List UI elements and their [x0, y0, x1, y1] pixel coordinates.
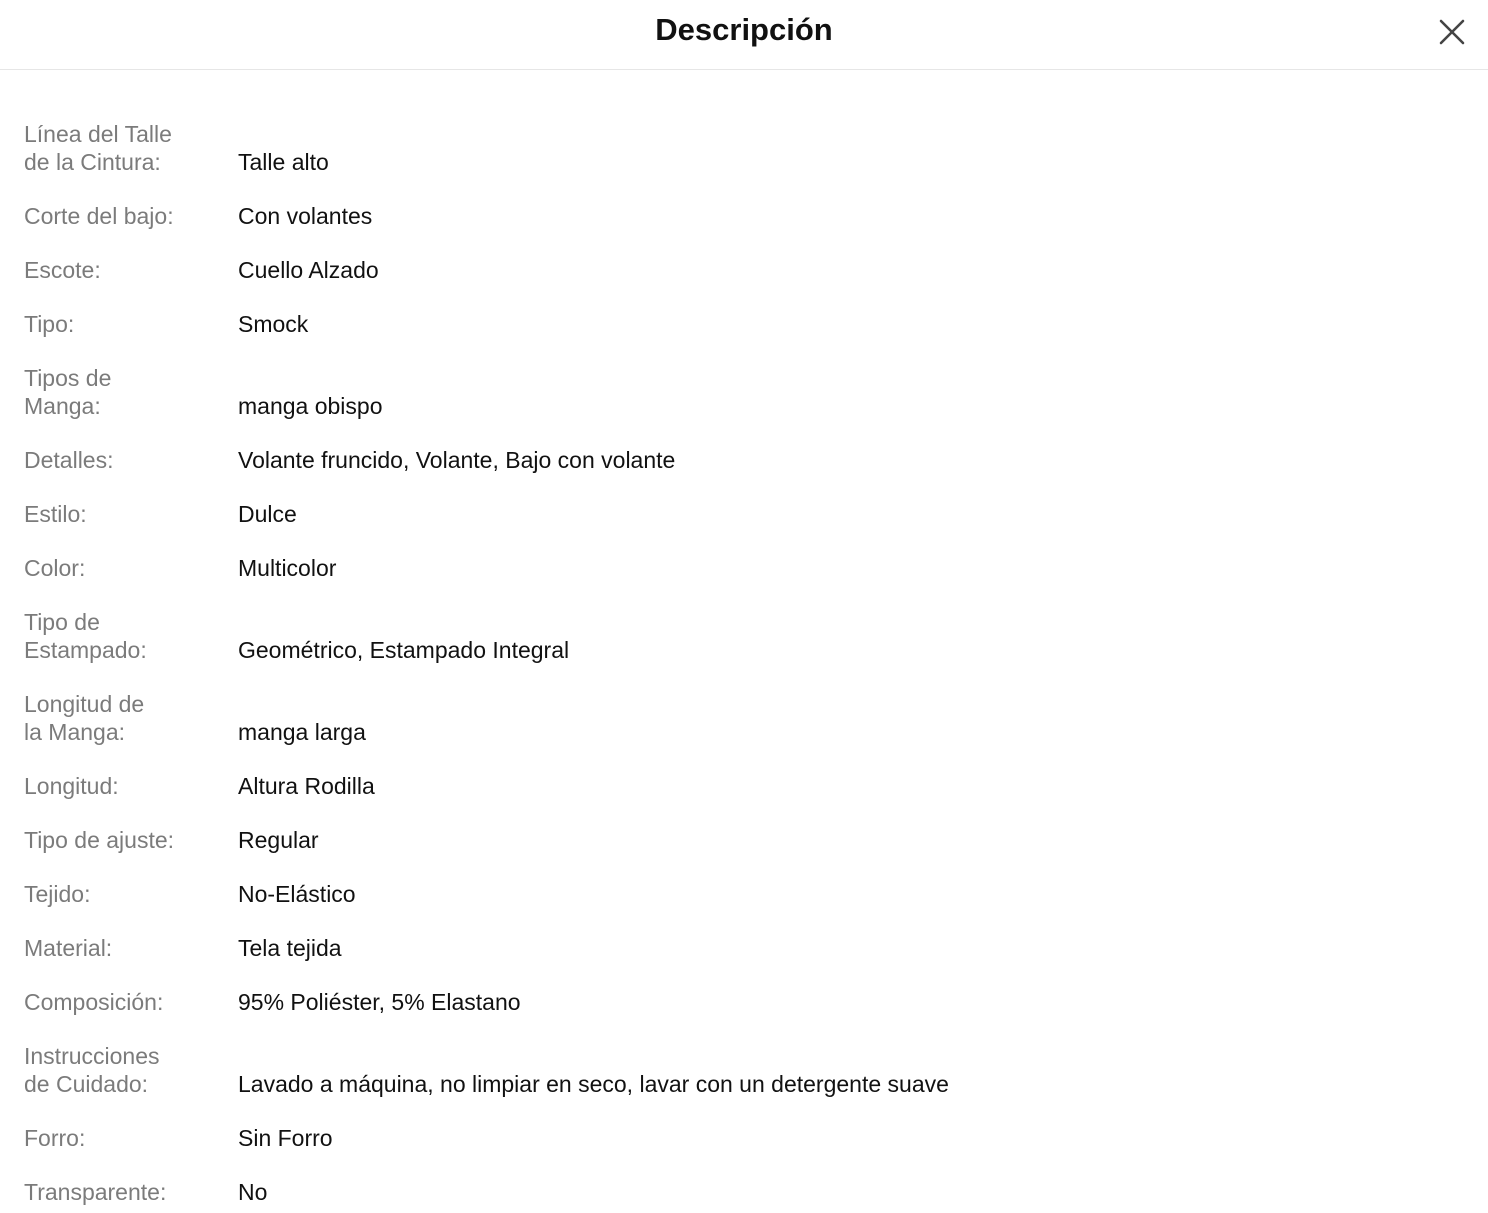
attribute-value: 95% Poliéster, 5% Elastano	[238, 989, 521, 1015]
attribute-row-care-instructions	[24, 1042, 1464, 1098]
attribute-row-sleeve-length	[24, 690, 1464, 746]
attribute-row-lining	[24, 1124, 1464, 1152]
attribute-value: Smock	[238, 311, 309, 337]
attribute-row-details	[24, 446, 1464, 474]
attribute-label: Tipo de ajuste:	[24, 827, 175, 853]
attribute-label: Tejido:	[24, 881, 91, 907]
attribute-label: Tipo:	[24, 311, 75, 337]
attribute-row-type	[24, 310, 1464, 338]
attribute-row-fit-type	[24, 826, 1464, 854]
attribute-row-style	[24, 500, 1464, 528]
attribute-row-composition	[24, 988, 1464, 1016]
attribute-row-color	[24, 554, 1464, 582]
attribute-label: Tipo de Estampado:	[24, 609, 147, 663]
close-button[interactable]	[1434, 14, 1470, 50]
attribute-label: Instrucciones de Cuidado:	[24, 1043, 160, 1097]
modal-header	[0, 0, 1488, 70]
attribute-label: Forro:	[24, 1125, 86, 1151]
modal-title: Descripción	[655, 12, 833, 47]
attribute-value: Regular	[238, 827, 319, 853]
attribute-value: Tela tejida	[238, 935, 342, 961]
attribute-value: manga obispo	[238, 393, 383, 419]
attribute-value: Sin Forro	[238, 1125, 333, 1151]
attribute-value: Multicolor	[238, 555, 337, 581]
attribute-label: Tipos de Manga:	[24, 365, 112, 419]
attribute-label: Composición:	[24, 989, 164, 1015]
attribute-label: Detalles:	[24, 447, 114, 473]
attribute-label: Color:	[24, 555, 86, 581]
attribute-label: Longitud de la Manga:	[24, 691, 145, 745]
attribute-row-waistline	[24, 120, 1464, 176]
attribute-value: Altura Rodilla	[238, 773, 375, 799]
attribute-value: Lavado a máquina, no limpiar en seco, lavar con un detergente suave	[238, 1071, 949, 1097]
attribute-label: Material:	[24, 935, 113, 961]
attribute-row-neckline	[24, 256, 1464, 284]
attribute-row-sheer	[24, 1178, 1464, 1206]
attribute-label: Corte del bajo:	[24, 203, 174, 229]
attribute-value: Dulce	[238, 501, 297, 527]
attribute-value: Talle alto	[238, 149, 329, 175]
attribute-value: No	[238, 1179, 268, 1205]
attribute-label: Escote:	[24, 257, 101, 283]
attribute-value: Cuello Alzado	[238, 257, 379, 283]
attribute-label: Estilo:	[24, 501, 87, 527]
attribute-value: manga larga	[238, 719, 366, 745]
attribute-row-print-type	[24, 608, 1464, 664]
attribute-label: Longitud:	[24, 773, 119, 799]
attribute-value: Volante fruncido, Volante, Bajo con volante	[238, 447, 676, 473]
attribute-row-sleeve-type	[24, 364, 1464, 420]
attribute-label: Línea del Talle de la Cintura:	[24, 121, 172, 175]
attribute-row-material	[24, 934, 1464, 962]
attribute-value: Con volantes	[238, 203, 373, 229]
attribute-row-length	[24, 772, 1464, 800]
attribute-value: No-Elástico	[238, 881, 356, 907]
attribute-value: Geométrico, Estampado Integral	[238, 637, 570, 663]
attribute-row-hem	[24, 202, 1464, 230]
attribute-label: Transparente:	[24, 1179, 167, 1205]
close-icon	[1434, 14, 1470, 50]
attribute-row-fabric	[24, 880, 1464, 908]
